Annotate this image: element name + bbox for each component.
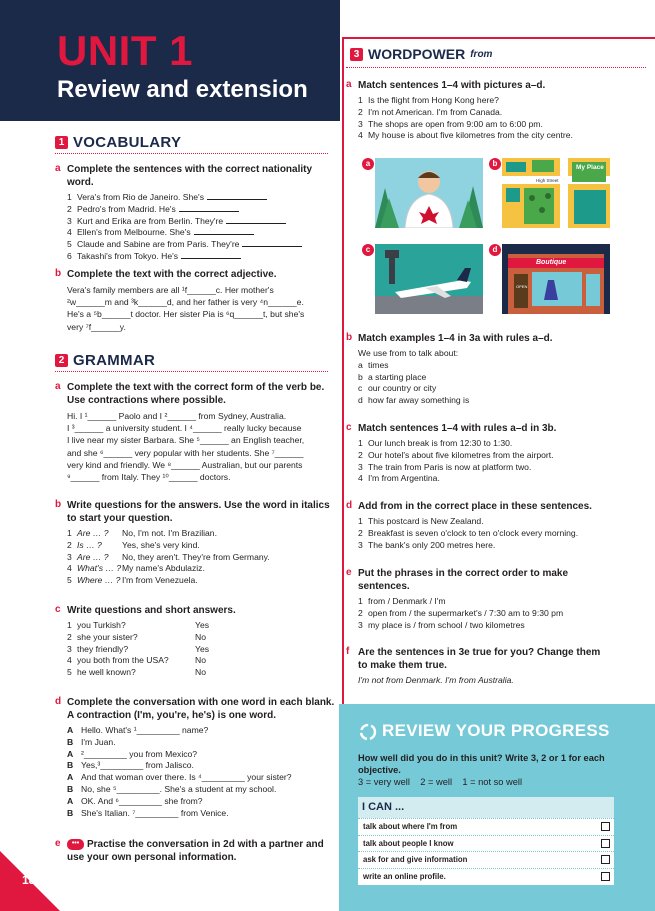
item-answer: I'm from Venezuela. bbox=[122, 575, 198, 586]
vocab-exercise-a bbox=[55, 163, 335, 263]
item-answer: Yes, she's very kind. bbox=[122, 539, 200, 550]
conversation-line bbox=[67, 749, 335, 761]
item-number: 4 bbox=[67, 655, 72, 666]
item-answer: No bbox=[195, 667, 206, 678]
conversation-line bbox=[67, 796, 335, 808]
unit-subtitle: Review and extension bbox=[57, 76, 308, 103]
checkbox[interactable] bbox=[601, 839, 610, 848]
list-item bbox=[358, 528, 646, 540]
exercise-letter: c bbox=[55, 604, 61, 615]
conversation bbox=[67, 725, 335, 819]
item-list bbox=[358, 438, 646, 485]
list-item bbox=[358, 620, 646, 632]
line-text: And that woman over there. Is ⁴_________ your sister? bbox=[81, 772, 292, 783]
item-number: 1 bbox=[67, 528, 72, 538]
item-text: The train from Paris is now at platform two. bbox=[368, 461, 532, 472]
picture-label: c bbox=[362, 244, 374, 256]
list-item bbox=[358, 119, 646, 131]
item-number: 3 bbox=[67, 551, 72, 562]
item-prompt: Are … ? bbox=[77, 551, 109, 562]
grammar-exercise-a bbox=[55, 381, 335, 483]
unit-title: UNIT 1 bbox=[57, 27, 194, 74]
line-text: She's Italian. ⁷_________ from Venice. bbox=[81, 807, 229, 818]
item-list bbox=[67, 192, 335, 263]
answer-blank[interactable] bbox=[194, 227, 254, 235]
item-answer: No bbox=[195, 655, 206, 666]
objective-text: ask for and give information bbox=[363, 855, 468, 864]
item-prompt: What's … ? bbox=[77, 563, 122, 574]
text-line: Vera's family members are all ¹f______c. Her mother's bbox=[67, 285, 274, 295]
line-text: OK. And ⁶_________ she from? bbox=[81, 795, 203, 806]
ican-row bbox=[358, 818, 614, 835]
text-line: and she ⁶______ very popular with her students. She ⁷______ bbox=[67, 447, 304, 458]
rule-item bbox=[358, 383, 646, 395]
rule-letter: a bbox=[358, 359, 363, 370]
item-prompt: Are … ? bbox=[77, 528, 109, 538]
divider bbox=[55, 153, 328, 154]
item-number: 4 bbox=[358, 130, 363, 141]
item-number: 3 bbox=[358, 118, 363, 129]
vocabulary-heading bbox=[55, 134, 181, 151]
grammar-heading bbox=[55, 352, 155, 369]
gap-text bbox=[67, 410, 335, 483]
answer-blank[interactable] bbox=[207, 192, 267, 200]
item-number: 1 bbox=[358, 596, 363, 606]
speaker: A bbox=[67, 795, 74, 806]
objective-text: write an online profile. bbox=[363, 871, 446, 881]
item-prompt: Is … ? bbox=[77, 539, 102, 550]
item-number: 3 bbox=[67, 643, 72, 654]
exercise-letter: b bbox=[55, 268, 62, 279]
line-text: No, she ⁵_________. She's a student at my school. bbox=[81, 783, 277, 794]
list-item bbox=[67, 227, 335, 239]
grammar-exercise-e bbox=[55, 838, 335, 864]
item-number: 2 bbox=[358, 106, 363, 117]
list-item bbox=[67, 667, 335, 679]
exercise-letter: e bbox=[55, 838, 61, 849]
section-title: VOCABULARY bbox=[73, 134, 182, 151]
item-number: 4 bbox=[67, 563, 72, 574]
item-number: 4 bbox=[358, 473, 363, 484]
list-item bbox=[358, 596, 646, 608]
page-number: 18 bbox=[22, 873, 36, 887]
text-line: He's a ⁵b______t doctor. Her sister Pia is ⁶q______t, but she's bbox=[67, 309, 305, 320]
exercise-letter: c bbox=[346, 422, 352, 433]
rule-text: our country or city bbox=[368, 383, 437, 394]
text-line: ⁹______ from Italy. They ¹⁰______ doctors. bbox=[67, 472, 231, 483]
list-item bbox=[358, 130, 646, 142]
conversation-line bbox=[67, 784, 335, 796]
item-prompt: you Turkish? bbox=[77, 620, 126, 630]
map-label-high-street: High Street bbox=[536, 178, 559, 183]
list-item bbox=[358, 540, 646, 552]
exercise-letter: a bbox=[55, 381, 61, 392]
airplane-illustration bbox=[375, 244, 483, 314]
exercise-letter: d bbox=[346, 500, 353, 511]
speaker: B bbox=[67, 736, 74, 747]
item-number: 3 bbox=[358, 539, 363, 550]
rule-letter: d bbox=[358, 395, 363, 406]
review-instructions bbox=[358, 752, 620, 788]
shop-open-sign: OPEN bbox=[516, 284, 528, 289]
exercise-letter: f bbox=[346, 646, 350, 657]
item-text: My house is about five kilometres from the city centre. bbox=[368, 130, 573, 141]
gap-text bbox=[67, 284, 335, 333]
ican-table bbox=[358, 797, 614, 885]
line-text: Hello. What's ¹_________ name? bbox=[81, 725, 209, 735]
list-item bbox=[67, 192, 335, 204]
list-item bbox=[358, 438, 646, 450]
list-item bbox=[358, 107, 646, 119]
item-text: Vera's from Rio de Janeiro. She's bbox=[77, 192, 204, 202]
picture-b-map bbox=[502, 158, 610, 228]
item-list bbox=[67, 528, 335, 587]
ican-heading: I CAN ... bbox=[358, 797, 614, 818]
list-item bbox=[67, 251, 335, 263]
speaker: B bbox=[67, 807, 74, 818]
item-answer: Yes bbox=[195, 643, 210, 654]
item-text: Breakfast is seven o'clock to ten o'clock every morning. bbox=[368, 527, 579, 538]
grammar-exercise-c bbox=[55, 604, 335, 679]
item-number: 1 bbox=[358, 438, 363, 448]
item-text: Ellen's from Melbourne. She's bbox=[77, 227, 191, 238]
instruction: Write questions for the answers. Use the word in italics to start your question. bbox=[67, 500, 330, 524]
item-list bbox=[358, 596, 646, 631]
list-item bbox=[358, 462, 646, 474]
review-title: REVIEW YOUR PROGRESS bbox=[382, 721, 610, 740]
ican-row bbox=[358, 851, 614, 868]
wordpower-exercise-f bbox=[346, 646, 646, 687]
speaker: A bbox=[67, 748, 74, 759]
unit-header bbox=[0, 0, 340, 121]
speaker: A bbox=[67, 772, 74, 783]
exercise-letter: b bbox=[346, 332, 353, 343]
list-item bbox=[67, 632, 335, 644]
list-item bbox=[67, 216, 335, 228]
instruction: Match sentences 1–4 with pictures a–d. bbox=[358, 80, 546, 91]
rule-item bbox=[358, 372, 646, 384]
list-item bbox=[358, 95, 646, 107]
speaker: B bbox=[67, 783, 74, 794]
instruction: Complete the text with the correct form of the verb be. Use contractions where possible. bbox=[67, 382, 325, 406]
rule-item bbox=[358, 360, 646, 372]
list-item bbox=[67, 239, 335, 251]
speaker: A bbox=[67, 725, 74, 735]
list-item bbox=[358, 516, 646, 528]
item-number: 2 bbox=[67, 539, 72, 550]
wordpower-exercise-c bbox=[346, 422, 646, 485]
rule-text: times bbox=[368, 359, 389, 370]
refresh-icon bbox=[358, 722, 378, 742]
list-item bbox=[67, 563, 335, 575]
exercise-letter: a bbox=[55, 163, 61, 174]
item-text: my place is / from school / two kilometres bbox=[368, 619, 525, 630]
exercise-letter: b bbox=[55, 499, 62, 510]
section-number: 3 bbox=[350, 48, 363, 61]
list-item bbox=[67, 204, 335, 216]
instruction: Match examples 1–4 in 3a with rules a–d. bbox=[358, 333, 553, 344]
instruction-text: Practise the conversation in 2d with a partner and use your own personal information. bbox=[67, 839, 324, 863]
line-text: Yes,³_________ from Jalisco. bbox=[81, 760, 194, 771]
item-text: Our lunch break is from 12:30 to 1:30. bbox=[368, 438, 513, 448]
wordpower-heading bbox=[350, 46, 492, 62]
vocab-exercise-b bbox=[55, 268, 335, 333]
text-line: very ⁷f______y. bbox=[67, 321, 126, 332]
item-prompt: they friendly? bbox=[77, 643, 129, 654]
ican-rows bbox=[358, 818, 614, 884]
item-number: 4 bbox=[67, 227, 72, 238]
instruction: Put the phrases in the correct order to make sentences. bbox=[358, 568, 569, 592]
item-answer: No, they aren't. They're from Germany. bbox=[122, 551, 270, 562]
item-text: Takashi's from Tokyo. He's bbox=[77, 250, 179, 261]
picture-a-canada bbox=[375, 158, 483, 228]
instruction: Write questions and short answers. bbox=[67, 605, 236, 616]
item-number: 2 bbox=[67, 203, 72, 214]
rule-letter: b bbox=[358, 371, 363, 382]
wordpower-exercise-e bbox=[346, 567, 646, 631]
text-line: I live near my sister Barbara. She ⁵______ an English teacher, bbox=[67, 435, 305, 446]
instruction bbox=[67, 838, 335, 864]
item-text: open from / the supermarket's / 7:30 am to 9:30 pm bbox=[368, 607, 564, 618]
item-list bbox=[67, 620, 335, 679]
item-number: 3 bbox=[358, 619, 363, 630]
item-text: The bank's only 200 metres here. bbox=[368, 539, 496, 550]
list-item bbox=[358, 608, 646, 620]
item-number: 3 bbox=[67, 215, 72, 226]
item-text: Claude and Sabine are from Paris. They're bbox=[77, 239, 240, 250]
item-text: Our hotel's about five kilometres from the airport. bbox=[368, 449, 554, 460]
grammar-exercise-d bbox=[55, 696, 335, 819]
item-text: Pedro's from Madrid. He's bbox=[77, 203, 176, 214]
line-text: I'm Juan. bbox=[81, 736, 116, 747]
list-item bbox=[67, 528, 335, 540]
list-item bbox=[67, 655, 335, 667]
item-number: 1 bbox=[67, 620, 72, 630]
grammar-exercise-b bbox=[55, 499, 335, 587]
text-line: very kind and friendly. We ⁸______ Australian, but our parents bbox=[67, 459, 303, 470]
list-item bbox=[67, 575, 335, 587]
boutique-illustration bbox=[502, 244, 610, 314]
item-list bbox=[358, 516, 646, 551]
list-item bbox=[67, 620, 335, 632]
shop-sign: Boutique bbox=[536, 259, 567, 266]
item-prompt: she your sister? bbox=[77, 631, 138, 642]
item-number: 1 bbox=[358, 516, 363, 526]
instruction: Complete the sentences with the correct nationality word. bbox=[67, 164, 313, 188]
checkbox[interactable] bbox=[601, 822, 610, 831]
text-line: Hi. I ¹______ Paolo and I ²______ from Sydney, Australia. bbox=[67, 411, 287, 421]
rule-list bbox=[358, 360, 646, 407]
review-question: How well did you do in this unit? Write 3, 2 or 1 for each objective. bbox=[358, 753, 605, 775]
picture-d-shop bbox=[502, 244, 610, 314]
instruction: Complete the text with the correct adjective. bbox=[67, 269, 277, 280]
answer-blank[interactable] bbox=[242, 239, 302, 247]
text-line: I ³______ a university student. I ⁴______ really lucky because bbox=[67, 423, 302, 434]
conversation-line bbox=[67, 725, 335, 737]
speech-bubble-icon: ••• bbox=[67, 839, 84, 850]
item-text: Kurt and Erika are from Berlin. They're bbox=[77, 215, 224, 226]
item-number: 3 bbox=[358, 461, 363, 472]
objective-text: talk about people I know bbox=[363, 838, 454, 848]
section-title: GRAMMAR bbox=[73, 352, 156, 369]
line-text: ²_________ you from Mexico? bbox=[81, 748, 198, 759]
ican-row bbox=[358, 835, 614, 852]
rules-intro: We use from to talk about: bbox=[358, 348, 459, 358]
list-item bbox=[67, 552, 335, 564]
divider bbox=[346, 67, 646, 68]
item-answer: No bbox=[195, 631, 206, 642]
answer-blank[interactable] bbox=[181, 251, 241, 259]
item-text: I'm from Argentina. bbox=[368, 473, 440, 484]
item-number: 2 bbox=[358, 449, 363, 460]
item-number: 1 bbox=[67, 192, 72, 202]
item-number: 2 bbox=[358, 527, 363, 538]
rule-letter: c bbox=[358, 383, 363, 394]
checkbox[interactable] bbox=[601, 872, 610, 881]
section-number: 2 bbox=[55, 354, 68, 367]
item-list bbox=[358, 95, 646, 142]
canadian-man-illustration bbox=[375, 158, 483, 228]
item-number: 5 bbox=[67, 667, 72, 678]
ican-row bbox=[358, 868, 614, 885]
instruction: Match sentences 1–4 with rules a–d in 3b. bbox=[358, 423, 557, 434]
item-text: I'm not American. I'm from Canada. bbox=[368, 106, 503, 117]
item-number: 5 bbox=[67, 575, 72, 586]
wordpower-exercise-d bbox=[346, 500, 646, 551]
exercise-letter: e bbox=[346, 567, 352, 578]
list-item bbox=[358, 450, 646, 462]
example-answer: I'm not from Denmark. I'm from Australia. bbox=[358, 675, 514, 685]
picture-label: b bbox=[489, 158, 501, 170]
instruction: Are the sentences in 3e true for you? Change them to make them true. bbox=[358, 647, 601, 671]
exercise-letter: a bbox=[346, 79, 352, 90]
item-answer: No, I'm not. I'm Brazilian. bbox=[122, 528, 217, 538]
item-number: 6 bbox=[67, 250, 72, 261]
item-prompt: he well known? bbox=[77, 667, 136, 678]
conversation-line bbox=[67, 808, 335, 820]
objective-text: talk about where I'm from bbox=[363, 822, 458, 831]
conversation-line bbox=[67, 737, 335, 749]
list-item bbox=[67, 644, 335, 656]
text-line: ²w______m and ³k______d, and her father is very ⁴n______e. bbox=[67, 297, 304, 308]
picture-label: a bbox=[362, 158, 374, 170]
section-title: WORDPOWER bbox=[368, 46, 466, 62]
conversation-line bbox=[67, 760, 335, 772]
item-text: Is the flight from Hong Kong here? bbox=[368, 95, 499, 105]
answer-blank[interactable] bbox=[179, 204, 239, 212]
speaker: B bbox=[67, 760, 74, 771]
item-answer: My name's Abdulaziz. bbox=[122, 563, 205, 574]
item-answer: Yes bbox=[195, 620, 210, 630]
rule-item bbox=[358, 395, 646, 407]
item-prompt: you both from the USA? bbox=[77, 655, 169, 666]
instruction: Add from in the correct place in these sentences. bbox=[358, 501, 592, 512]
wordpower-exercise-b bbox=[346, 332, 646, 407]
checkbox[interactable] bbox=[601, 855, 610, 864]
item-number: 5 bbox=[67, 239, 72, 250]
instruction: Complete the conversation with one word in each blank. A contraction (I'm, you're, he's) is one word. bbox=[67, 697, 335, 721]
section-number: 1 bbox=[55, 136, 68, 149]
list-item bbox=[67, 540, 335, 552]
conversation-line bbox=[67, 772, 335, 784]
exercise-letter: d bbox=[55, 696, 62, 707]
answer-blank[interactable] bbox=[226, 216, 286, 224]
item-text: The shops are open from 9:00 am to 6:00 pm. bbox=[368, 118, 543, 129]
item-text: This postcard is New Zealand. bbox=[368, 516, 484, 526]
item-number: 2 bbox=[67, 631, 72, 642]
item-number: 2 bbox=[358, 607, 363, 618]
rule-text: how far away something is bbox=[368, 395, 470, 406]
divider bbox=[55, 371, 328, 372]
item-prompt: Where … ? bbox=[77, 575, 121, 586]
review-scale: 3 = very well 2 = well 1 = not so well bbox=[358, 777, 523, 787]
picture-label: d bbox=[489, 244, 501, 256]
map-label-my-place: My Place bbox=[576, 164, 604, 171]
rule-text: a starting place bbox=[368, 371, 427, 382]
item-number: 1 bbox=[358, 95, 363, 105]
picture-c-plane bbox=[375, 244, 483, 314]
item-text: from / Denmark / I'm bbox=[368, 596, 446, 606]
section-word: from bbox=[470, 48, 493, 60]
wordpower-exercise-a bbox=[346, 79, 646, 142]
list-item bbox=[358, 473, 646, 485]
